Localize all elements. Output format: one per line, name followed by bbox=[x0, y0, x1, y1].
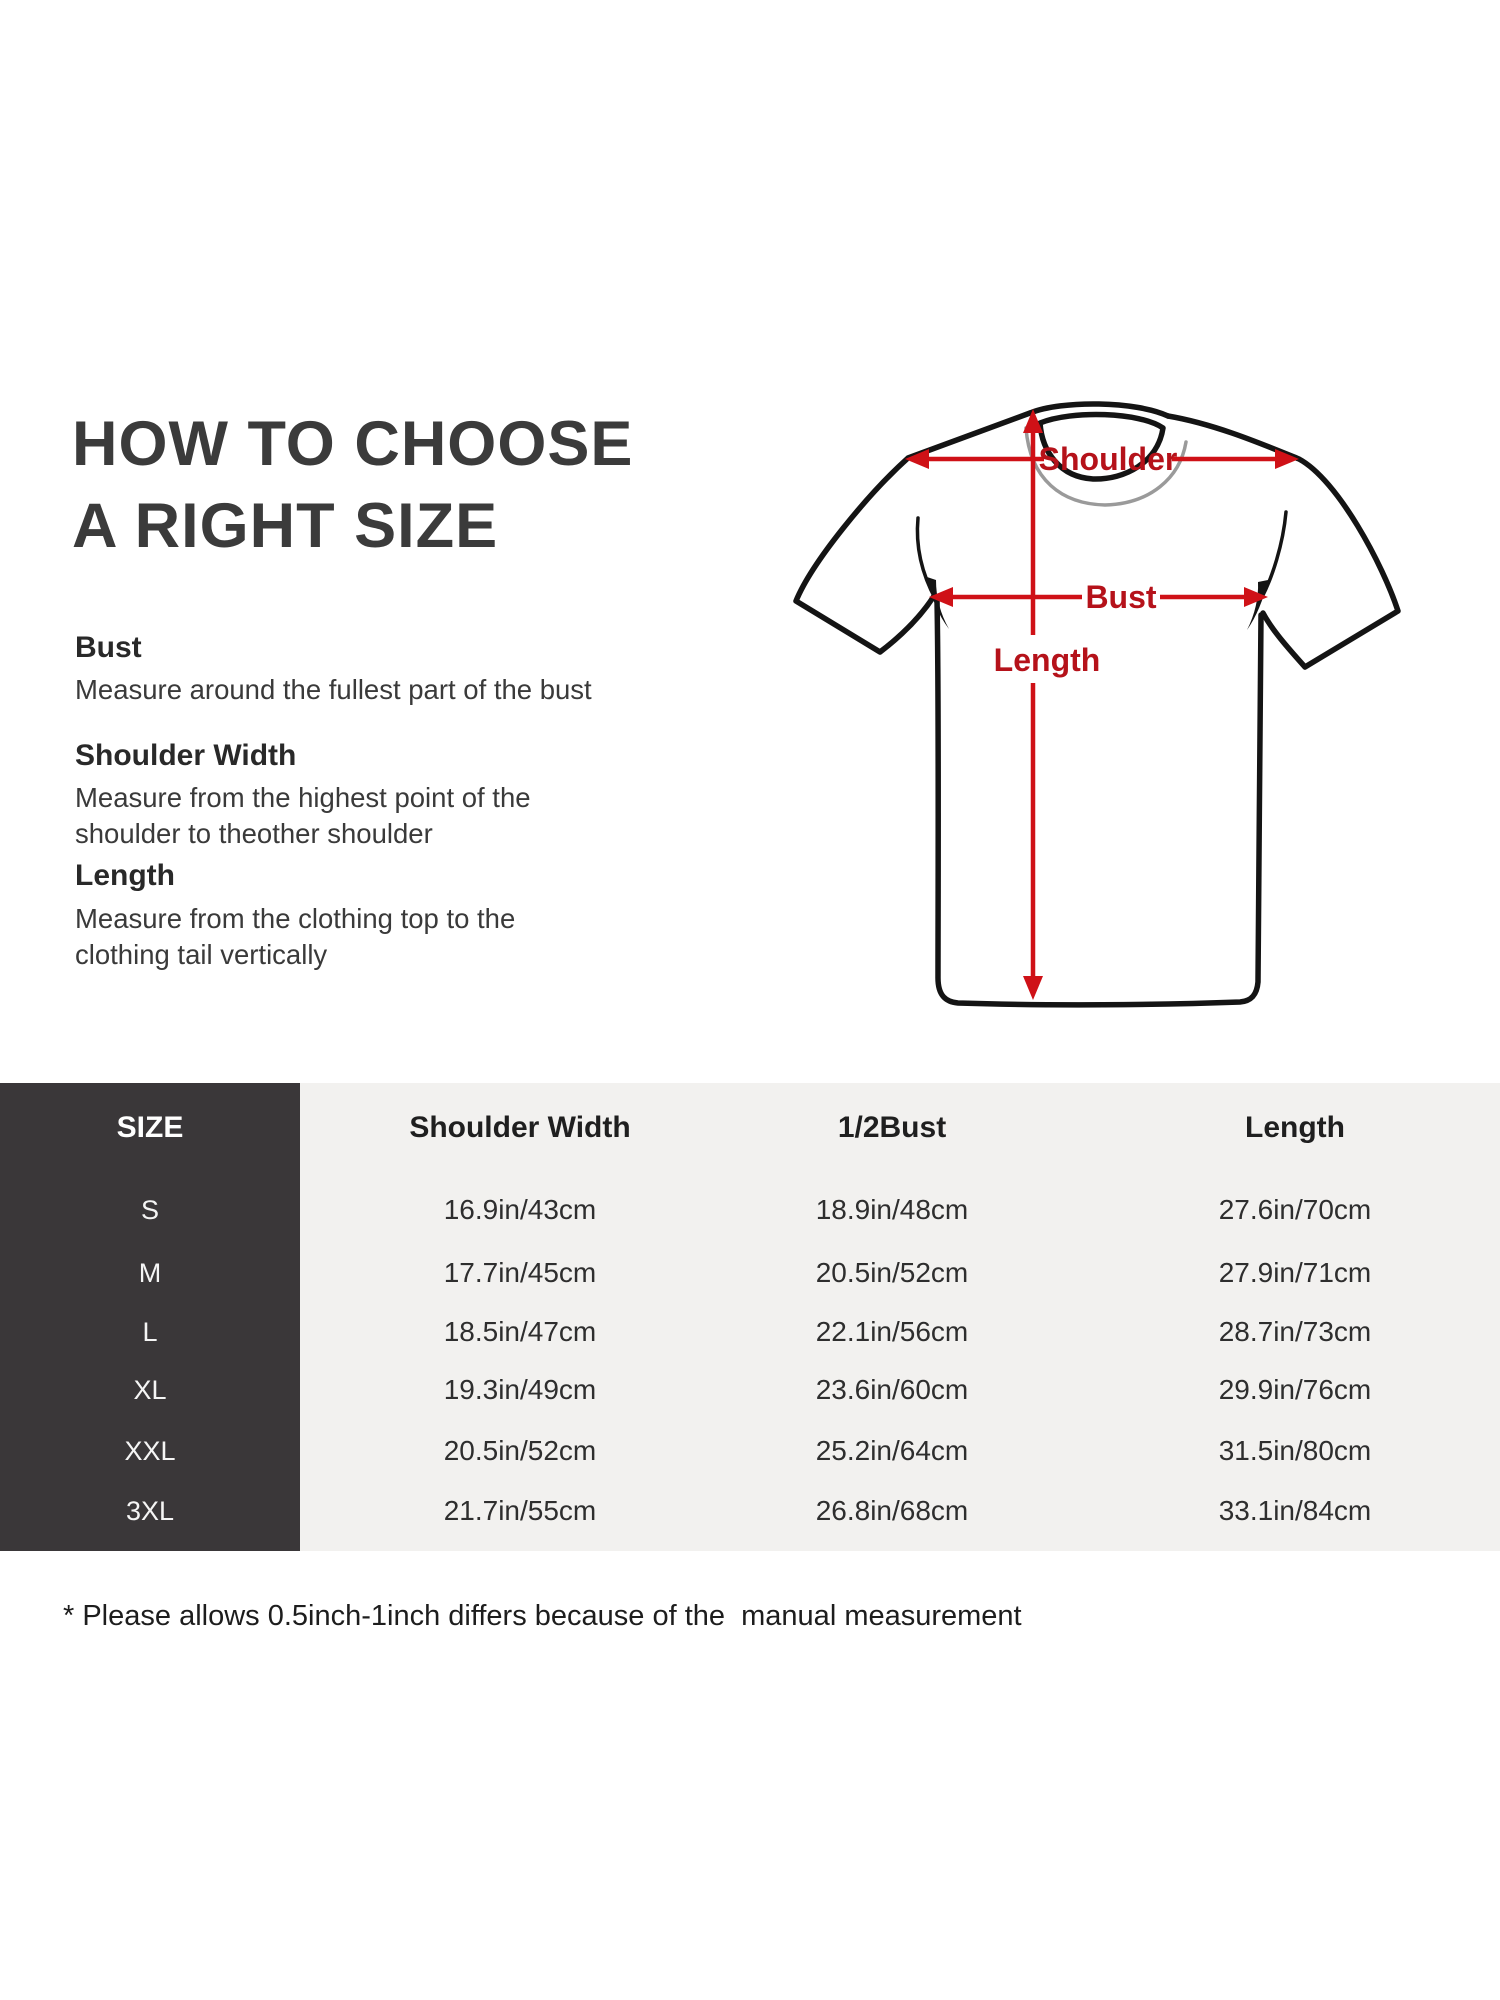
measurement-arrows bbox=[905, 409, 1299, 1000]
row-s-length: 27.6in/70cm bbox=[1218, 1194, 1372, 1225]
page-title bbox=[72, 403, 633, 567]
row-xl-shoulder: 19.3in/49cm bbox=[443, 1374, 597, 1405]
tshirt-measurement-diagram bbox=[600, 300, 1420, 1030]
row-xl-size: XL bbox=[133, 1375, 167, 1405]
header-halfbust: 1/2Bust bbox=[837, 1111, 947, 1144]
shoulder-width-heading: Shoulder Width bbox=[75, 739, 297, 772]
row-l-shoulder: 18.5in/47cm bbox=[443, 1316, 597, 1347]
row-m-halfbust: 20.5in/52cm bbox=[815, 1257, 969, 1288]
row-xxl-halfbust: 25.2in/64cm bbox=[815, 1435, 969, 1466]
page-title-line1: HOW TO CHOOSE bbox=[72, 409, 634, 479]
row-xxl-length: 31.5in/80cm bbox=[1218, 1435, 1372, 1466]
row-3xl-halfbust: 26.8in/68cm bbox=[815, 1495, 969, 1526]
header-size: SIZE bbox=[116, 1111, 184, 1144]
measurement-disclaimer: * Please allows 0.5inch-1inch differs because of the manual measurement bbox=[63, 1600, 1022, 1632]
header-length: Length bbox=[1245, 1111, 1345, 1144]
row-l-halfbust: 22.1in/56cm bbox=[815, 1316, 969, 1347]
row-s-size: S bbox=[140, 1195, 159, 1225]
shoulder-width-description-line1: Measure from the highest point of the bbox=[75, 782, 531, 813]
row-xxl-shoulder: 20.5in/52cm bbox=[443, 1435, 597, 1466]
row-m-length: 27.9in/71cm bbox=[1218, 1257, 1372, 1288]
size-table bbox=[0, 1083, 1500, 1551]
row-m-shoulder: 17.7in/45cm bbox=[443, 1257, 597, 1288]
length-heading: Length bbox=[75, 859, 175, 892]
row-3xl-length: 33.1in/84cm bbox=[1218, 1495, 1372, 1526]
length-arrowhead-bottom bbox=[1023, 976, 1043, 1000]
row-xl-length: 29.9in/76cm bbox=[1218, 1374, 1372, 1405]
length-description bbox=[75, 901, 515, 973]
shoulder-width-description bbox=[75, 780, 531, 852]
length-description-line2: clothing tail vertically bbox=[75, 939, 328, 970]
row-3xl-size: 3XL bbox=[125, 1496, 175, 1526]
row-s-shoulder: 16.9in/43cm bbox=[443, 1194, 597, 1225]
row-xl-halfbust: 23.6in/60cm bbox=[815, 1374, 969, 1405]
row-l-size: L bbox=[142, 1317, 158, 1347]
page-title-line2: A RIGHT SIZE bbox=[72, 491, 499, 561]
length-description-line1: Measure from the clothing top to the bbox=[75, 903, 516, 934]
bust-heading: Bust bbox=[75, 631, 142, 664]
row-3xl-shoulder: 21.7in/55cm bbox=[443, 1495, 597, 1526]
header-shoulder: Shoulder Width bbox=[409, 1111, 631, 1144]
bust-description bbox=[75, 672, 592, 708]
row-s-halfbust: 18.9in/48cm bbox=[815, 1194, 969, 1225]
shoulder-width-description-line2: shoulder to theother shoulder bbox=[75, 818, 433, 849]
length-label: Length bbox=[993, 642, 1101, 678]
bust-label: Bust bbox=[1085, 579, 1157, 615]
row-m-size: M bbox=[138, 1258, 162, 1288]
tshirt-outline bbox=[796, 404, 1398, 1005]
bust-description-line1: Measure around the fullest part of the bust bbox=[75, 674, 592, 705]
shoulder-label: Shoulder bbox=[1038, 441, 1178, 477]
row-l-length: 28.7in/73cm bbox=[1218, 1316, 1372, 1347]
row-xxl-size: XXL bbox=[124, 1436, 176, 1466]
